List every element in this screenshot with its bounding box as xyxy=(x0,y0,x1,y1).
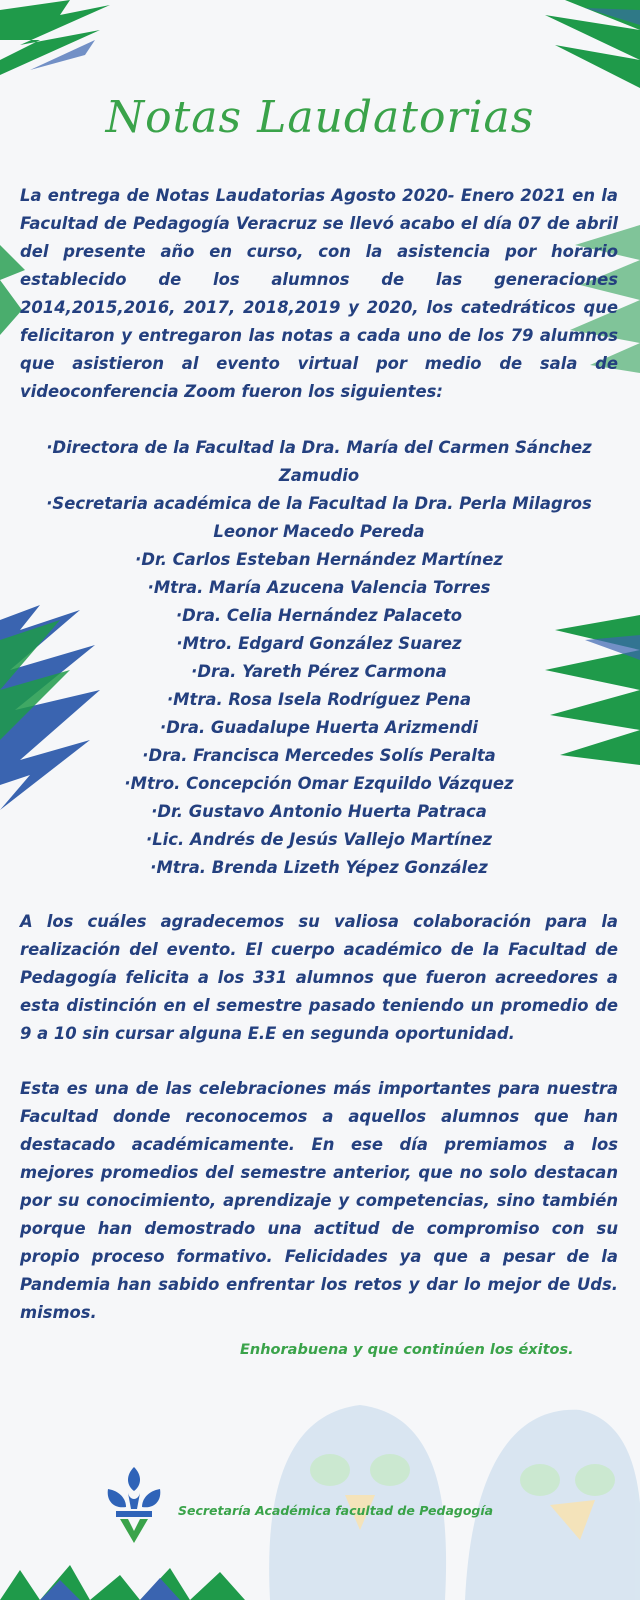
list-item: ·Dr. Gustavo Antonio Huerta Patraca xyxy=(151,802,487,821)
mascot-illustration xyxy=(250,1385,640,1600)
list-item: ·Mtra. María Azucena Valencia Torres xyxy=(147,578,491,597)
page-title: Notas Laudatorias xyxy=(105,92,535,143)
footer-signature: Secretaría Académica facultad de Pedagogía xyxy=(178,1503,494,1518)
list-item: ·Mtro. Concepción Omar Ezquildo Vázquez xyxy=(124,774,514,793)
brush-stroke-top-right xyxy=(525,0,640,90)
list-item: ·Dra. Yareth Pérez Carmona xyxy=(191,662,447,681)
thanks-paragraph: A los cuáles agradecemos su valiosa colaboración para la realización del evento. El cuerpo académico de la Facultad de Pedagogía felicita a los 331 alumnos que fueron acreedores a esta distinción en el semestre pasado teniendo un promedio de 9 a 10 sin cursar alguna E.E en segunda oportunidad. xyxy=(20,912,618,1043)
list-item: ·Dr. Carlos Esteban Hernández Martínez xyxy=(135,550,503,569)
list-item: ·Mtra. Brenda Lizeth Yépez González xyxy=(150,858,488,877)
closing-line: Enhorabuena y que continúen los éxitos. xyxy=(240,1342,574,1358)
brush-stroke-bottom-left xyxy=(0,1560,250,1600)
list-item: ·Lic. Andrés de Jesús Vallejo Martínez xyxy=(146,830,492,849)
list-item: ·Dra. Guadalupe Huerta Arizmendi xyxy=(159,718,479,737)
list-item: ·Mtra. Rosa Isela Rodríguez Pena xyxy=(166,690,472,709)
list-item: ·Dra. Celia Hernández Palaceto xyxy=(175,606,463,625)
university-logo-icon xyxy=(104,1465,164,1545)
list-item: ·Mtro. Edgard González Suarez xyxy=(176,634,462,653)
list-item: ·Secretaria académica de la Facultad la Dra. Perla Milagros Leonor Macedo Pereda xyxy=(46,494,592,541)
professor-list xyxy=(20,434,618,882)
brush-stroke-top-left xyxy=(0,0,140,80)
list-item: ·Dra. Francisca Mercedes Solís Peralta xyxy=(142,746,496,765)
intro-paragraph: La entrega de Notas Laudatorias Agosto 2020- Enero 2021 en la Facultad de Pedagogía Veracruz se llevó acabo el día 07 de abril del presente año en curso, con la asistencia por horario establecido de los alumnos de las generaciones 2014,2015,2016, 2017, 2018,2019 y 2020, los catedráticos que felicitaron y entregaron las notas a cada uno de los 79 alumnos que asistieron al evento virtual por medio de sala de videoconferencia Zoom fueron los siguientes: xyxy=(20,186,618,401)
list-item: ·Directora de la Facultad la Dra. María del Carmen Sánchez Zamudio xyxy=(46,438,592,485)
celebration-paragraph: Esta es una de las celebraciones más importantes para nuestra Facultad donde reconocemos a aquellos alumnos que han destacado académicamente. En ese día premiamos a los mejores promedios del semestre anterior, que no solo destacan por su conocimiento, aprendizaje y competencias, sino también porque han demostrado una actitud de compromiso con su propio proceso formativo. Felicidades ya que a pesar de la Pandemia han sabido enfrentar los retos y dar lo mejor de Uds. mismos. xyxy=(20,1079,618,1322)
